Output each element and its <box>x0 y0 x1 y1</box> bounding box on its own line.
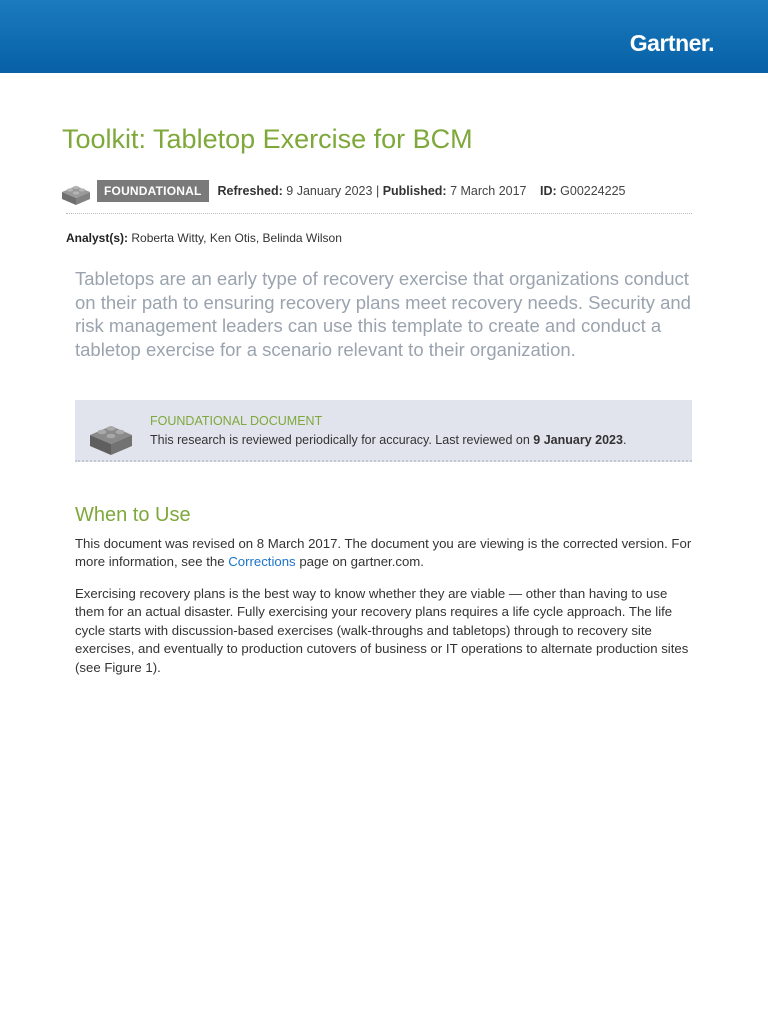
header-bar <box>0 0 768 73</box>
summary-paragraph: Tabletops are an early type of recovery exercise that organizations conduct on their path to ensuring recovery plans meet recovery needs. Security and risk management leaders can use this template to create and conduct a tabletop exercise for a scenario relevant to their organization. <box>75 268 691 360</box>
gartner-logo[interactable]: Gartner. <box>629 30 714 56</box>
analysts-line <box>66 231 342 245</box>
document-meta-row <box>60 176 692 206</box>
brick-icon <box>60 176 92 206</box>
refreshed-date: 9 January 2023 <box>286 184 373 198</box>
section-heading: When to Use <box>75 504 191 526</box>
body-paragraph: Exercising recovery plans is the best way to know whether they are viable — other than having to use them for an actual disaster. Fully exercising your recovery plans requires a life cycle approach. The life cycle starts with discussion-based exercises (walk-throughs and tabletops) through to recovery site exercises, and eventually to production cutovers of business or IT operations to alternate production sites (see Figure 1). <box>75 586 689 675</box>
foundational-callout <box>75 400 692 462</box>
revision-paragraph <box>75 535 695 572</box>
corrections-link[interactable]: Corrections <box>228 554 296 570</box>
foundational-badge: FOUNDATIONAL <box>97 180 209 202</box>
published-label: Published: <box>382 184 447 198</box>
analysts-names: Roberta Witty, Ken Otis, Belinda Wilson <box>131 231 342 245</box>
meta-separator: | <box>375 184 380 198</box>
id-label: ID: <box>540 184 557 198</box>
document-id: G00224225 <box>560 184 626 198</box>
meta-details <box>218 184 626 198</box>
analysts-label: Analyst(s): <box>66 231 129 245</box>
callout-body <box>150 433 626 447</box>
callout-title: FOUNDATIONAL DOCUMENT <box>150 414 323 428</box>
page-title: Toolkit: Tabletop Exercise for BCM <box>62 124 473 154</box>
callout-period: . <box>622 433 627 447</box>
revision-text-end: page on gartner.com. <box>299 554 424 570</box>
brick-icon <box>88 412 134 456</box>
meta-divider <box>66 213 692 214</box>
revision-text: This document was revised on 8 March 2017. The document you are viewing is the corrected version. For more information, see the <box>75 536 692 570</box>
callout-text: This research is reviewed periodically for accuracy. Last reviewed on <box>150 433 530 447</box>
published-date: 7 March 2017 <box>450 184 527 198</box>
refreshed-label: Refreshed: <box>217 184 283 198</box>
callout-date: 9 January 2023 <box>533 433 623 447</box>
